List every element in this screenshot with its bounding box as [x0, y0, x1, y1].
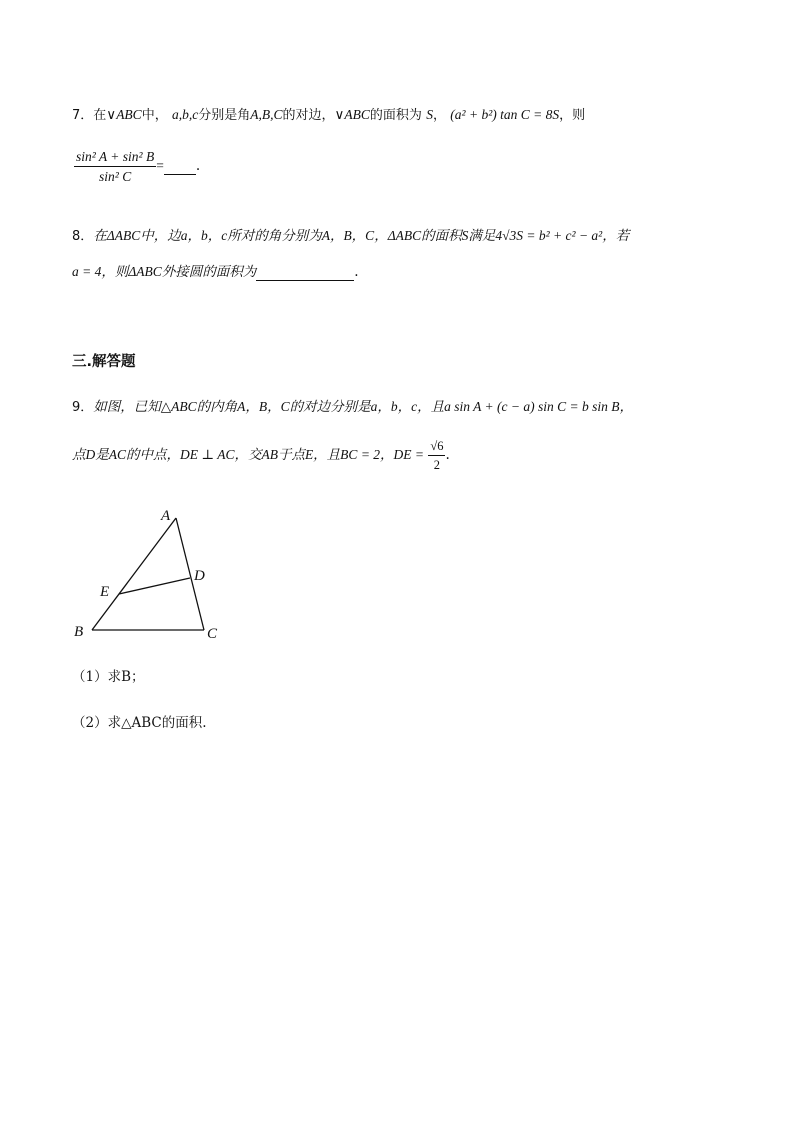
question-7-line-2: $\frac{\text{sin² A + sin² B}}{\text{sin² C}}$ = .	[76, 149, 201, 184]
question-8-line-2: a = 4，则ΔABC外接圆的面积为 .	[72, 264, 359, 280]
answer-blank-7[interactable]	[164, 160, 196, 175]
question-7-number: 7．	[72, 108, 94, 123]
triangle-figure	[66, 500, 266, 650]
question-7-line-1: 7．在∨ABC中， a,b,c分别是角A,B,C的对边，∨ABC的面积为 S， (a² + b²) tan C = 8S，则	[72, 107, 586, 123]
question-9-line-1: 9．如图，已知△ABC的内角A，B，C的对边分别是a，b，c，且a sin A + (c − a) sin C = b sin B，	[72, 399, 633, 415]
question-9-part-1: （1）求B；	[72, 669, 145, 685]
vertex-label-a: A	[161, 508, 171, 524]
section-heading: 三.解答题	[72, 354, 136, 370]
question-8-number: 8．	[72, 229, 94, 244]
answer-blank-8[interactable]	[256, 266, 354, 281]
question-9-fraction: $\frac{√6}{2}$	[430, 439, 444, 472]
vertex-label-c: C	[207, 626, 218, 642]
question-7-fraction: $\frac{\text{sin² A + sin² B}}{\text{sin² C}}$	[76, 149, 155, 184]
triangle-symbol: ∨	[106, 107, 117, 122]
question-9-part-2: （2）求△ABC的面积.	[72, 715, 207, 731]
question-9-line-2: 点D是AC的中点，DE ⊥ AC，交AB于点E，且BC = 2，DE = $\frac{√6}{2}$ .	[72, 439, 450, 472]
question-8-line-1: 8．在ΔABC中，边a，b，c所对的角分别为A，B，C，ΔABC的面积S满足4√3S = b² + c² − a²，若	[72, 228, 630, 244]
vertex-label-b: B	[74, 624, 84, 640]
point-label-e: E	[100, 584, 110, 600]
side-ab	[92, 518, 176, 630]
question-9-number: 9．	[72, 400, 94, 415]
question-7-condition: (a² + b²) tan C = 8S	[450, 107, 560, 122]
point-label-d: D	[194, 568, 205, 584]
